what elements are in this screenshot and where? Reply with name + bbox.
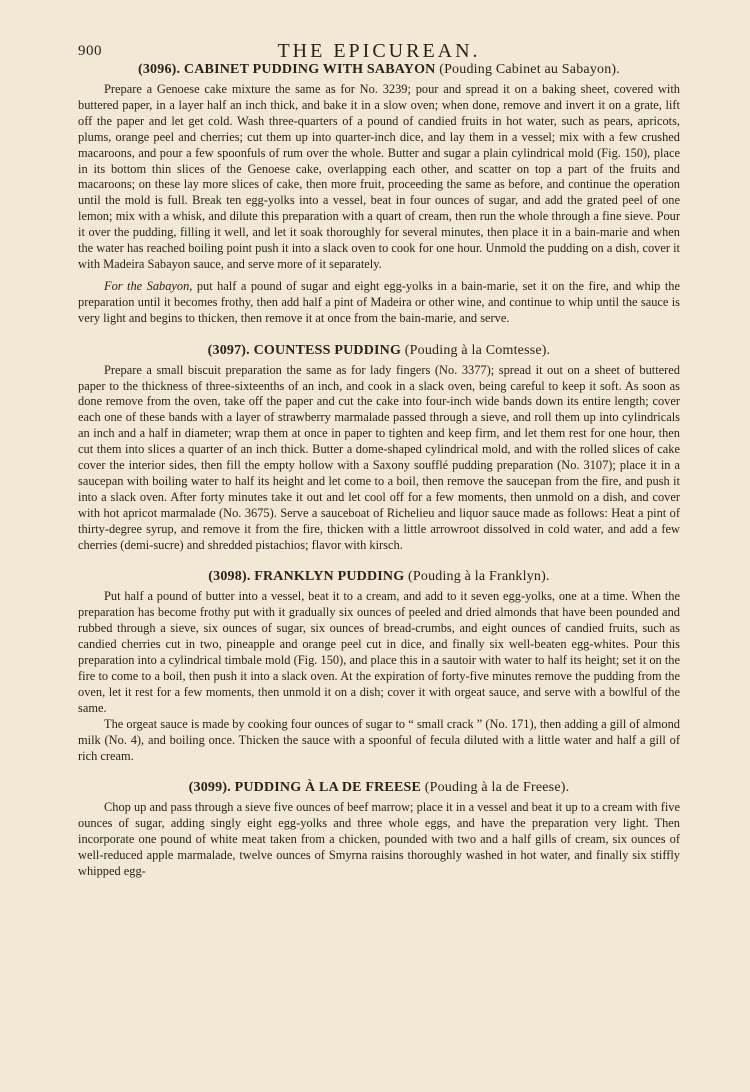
recipe-title-english: (3096). CABINET PUDDING WITH SABAYON (138, 62, 436, 77)
recipe-paragraph: Prepare a small biscuit preparation the same as for lady fingers (No. 3377); spread it out on a sheet of buttered paper to the thickness of three-sixteenths of an inch, and cook in a slack oven, being careful to keep it soft. As soon as done remove from the oven, take off the paper and cut the cake into four-inch wide bands down its entire length; cover each one of these bands with a layer of strawberry marmalade passed through a sieve, and roll them up into cylindricals an inch and a half in diameter; wrap them at once in paper to tighten and keep firm, and let them rest for one hour, then cut them into slices a quarter of an inch thick. Butter a dome-shaped cylindrical mold, and with the rolled slices of cake cover the interior sides, then fill the empty hollow with a Saxony soufflé pudding preparation (No. 3107); place it in a saucepan with boiling water to half its height and let come to a boil, then remove the saucepan from the fire, and push it into a slack oven. After forty minutes take it out and let cool off for a few moments, then unmold on a dish, and cover with hot apricot marmalade (No. 3675). Serve a sauceboat of Richelieu and liquor sauce made as follows: Heat a pint of thirty-degree syrup, and remove it from the fire, thicken with a little arrowroot dissolved in cold water, and add a few cherries (demi-sucre) and shredded pistachios; flavor with kirsch. (78, 362, 680, 552)
recipe-title-english: (3098). FRANKLYN PUDDING (208, 569, 405, 585)
recipe-paragraph: The orgeat sauce is made by cooking four ounces of sugar to “ small crack ” (No. 171), then adding a gill of almond milk (No. 4), and boiling once. Thicken the sauce with a spoonful of fecula diluted with a little water and half a gill of rich cream. (78, 716, 680, 763)
recipe-title-french: (Pouding à la Franklyn). (408, 569, 550, 585)
recipe-3097 (78, 343, 680, 554)
recipe-paragraph: Chop up and pass through a sieve five ounces of beef marrow; place it in a vessel and beat it up to a cream with five ounces of sugar, adding singly eight egg-yolks and three whole eggs, and have the preparation very light. Then incorporate one pound of white meat taken from a chicken, pounded with two and a half gills of cream, six ounces of well-reduced apple marmalade, twelve ounces of Smyrna raisins thoroughly washed in hot water, and finally six stiffly whipped egg- (78, 800, 680, 879)
recipe-title-french: (Pouding à la Comtesse). (404, 342, 551, 358)
recipe-title-english: (3097). COUNTESS PUDDING (207, 342, 402, 358)
recipe-paragraph: For the Sabayon, put half a pound of sugar and eight egg-yolks in a bain-marie, set it on the fire, and whip the preparation until it becomes frothy, then add half a pint of Madeira or other wine, and continue to whip until the sauce is very light and begins to thicken, then remove it at once from the bain-marie, and serve. (78, 278, 680, 325)
recipe-title (78, 780, 680, 796)
recipe-title-french: (Pouding à la de Freese). (424, 780, 570, 796)
recipe-title (78, 62, 680, 78)
paragraph-lead: For the Sabayon, (104, 278, 193, 293)
recipe-title (78, 343, 680, 359)
recipe-title-english: (3099). PUDDING À LA DE FREESE (188, 780, 422, 796)
page-header (78, 0, 680, 62)
running-title: THE EPICUREAN. (277, 40, 481, 62)
recipe-3096 (78, 62, 680, 327)
recipe-title-french: (Pouding Cabinet au Sabayon). (439, 62, 620, 77)
recipe-paragraph: Prepare a Genoese cake mixture the same as for No. 3239; pour and spread it on a baking sheet, covered with buttered paper, in a layer half an inch thick, and bake it in a slow oven; when done, remove and invert it on a grate, lift off the paper and let get cold. Wash three-quarters of a pound of candied fruits in hot water, such as pears, apricots, plums, orange peel and cherries; cut them up into quarter-inch dice, and lay them in a vessel; mix with a few crushed macaroons, and pour a few spoonfuls of rum over the whole. Butter and sugar a plain cylindrical mold (Fig. 150), place in its bottom thin slices of the Genoese cake, overlapping each other, and scatter on top a part of the fruits and macaroons; on these lay more slices of cake, then more fruit, proceeding the same as before, and continue the operation until the mold is full. Break ten egg-yolks into a vessel, beat in four ounces of sugar, and add the grated peel of one lemon; mix with a whisk, and dilute this preparation with a quart of cream, then run the whole through a fine sieve. Pour it over the pudding, filling it well, and let it soak thoroughly for several minutes, then place it in a bain-marie and when the water has reached boiling point push it into a slack oven to cook for one hour. Unmold the pudding on a dish, cover it with Madeira Sabayon sauce, and serve more of it separately. (78, 82, 680, 271)
recipe-3098 (78, 569, 680, 764)
recipe-3099 (78, 780, 680, 880)
recipe-title (78, 569, 680, 585)
recipe-paragraph: Put half a pound of butter into a vessel, beat it to a cream, and add to it seven egg-yolks, one at a time. When the preparation has become frothy put with it gradually six ounces of peeled and dried almonds that have been pounded and rubbed through a sieve, six ounces of sugar, six ounces of bread-crumbs, and eight ounces of candied fruits, such as candied cherries cut in two, pineapple and orange peel cut in dice, and finally six well-beaten egg-whites. Pour this preparation into a cylindrical timbale mold (Fig. 150), and place this in a sautoir with water to half its height; set it on the fire to come to a boil, then push it into a slack oven. At the expiration of forty-five minutes remove the pudding from the oven, let it rest for a few moments, then unmold it on a dish; cover it with orgeat sauce, and serve with a bowlful of the same. (78, 589, 680, 715)
page-number: 900 (78, 43, 102, 59)
